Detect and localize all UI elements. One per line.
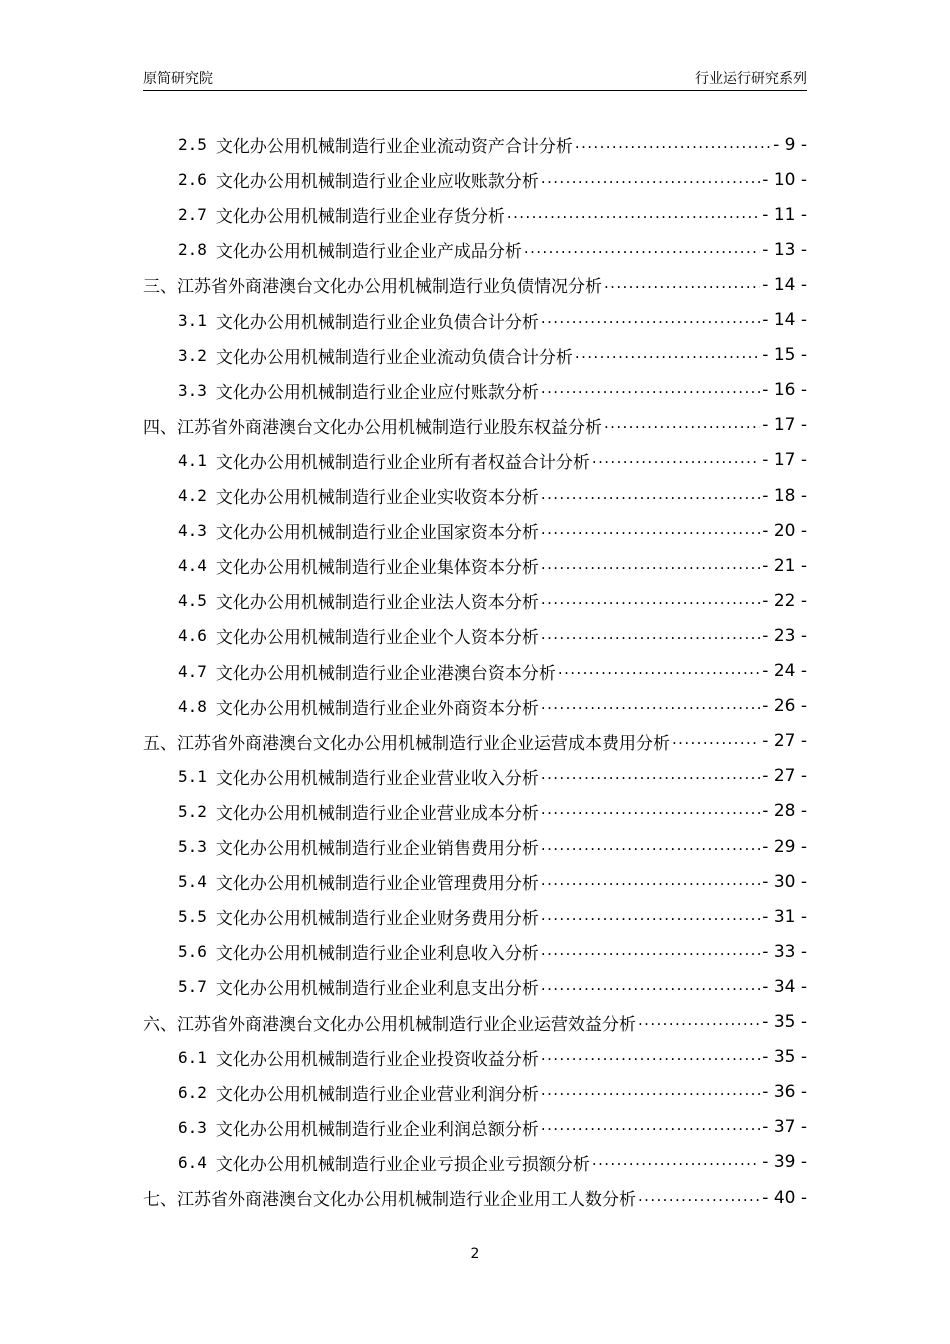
toc-section-entry[interactable] bbox=[178, 548, 807, 583]
toc-entry-number: 3.1 bbox=[178, 310, 207, 330]
toc-chapter-entry[interactable] bbox=[143, 1005, 807, 1040]
toc-entry-number: 5.2 bbox=[178, 801, 207, 821]
toc-entry-title: 文化办公用机械制造行业企业所有者权益合计分析 bbox=[215, 452, 590, 473]
toc-leader-dots bbox=[541, 696, 760, 716]
toc-entry-page: - 37 - bbox=[762, 1117, 807, 1138]
toc-entry-title: 文化办公用机械制造行业企业利息收入分析 bbox=[215, 944, 539, 965]
toc-entry-page: - 36 - bbox=[762, 1082, 807, 1103]
toc-chapter-entry[interactable] bbox=[143, 267, 807, 302]
toc-section-entry[interactable] bbox=[178, 338, 807, 373]
toc-entry-number: 4.5 bbox=[178, 591, 207, 611]
toc-entry-title: 文化办公用机械制造行业企业应付账款分析 bbox=[215, 382, 539, 403]
header-org-name: 原简研究院 bbox=[143, 71, 213, 87]
toc-entry-page: - 17 - bbox=[762, 450, 807, 471]
toc-entry-page: - 39 - bbox=[762, 1152, 807, 1173]
toc-entry-number: 2.7 bbox=[178, 205, 207, 225]
toc-section-entry[interactable] bbox=[178, 513, 807, 548]
toc-entry-title: 文化办公用机械制造行业企业个人资本分析 bbox=[215, 628, 539, 649]
toc-entry-number: 5.6 bbox=[178, 942, 207, 962]
toc-entry-title: 文化办公用机械制造行业企业流动资产合计分析 bbox=[215, 137, 573, 157]
toc-entry-page: - 26 - bbox=[762, 696, 807, 717]
toc-entry-number: 4.4 bbox=[178, 556, 207, 576]
toc-section-entry[interactable] bbox=[178, 1075, 807, 1110]
toc-leader-dots bbox=[541, 380, 760, 400]
toc-entry-title: 文化办公用机械制造行业企业集体资本分析 bbox=[215, 558, 539, 579]
toc-entry-title: 文化办公用机械制造行业企业利息支出分析 bbox=[215, 979, 539, 1000]
toc-entry-number: 6.1 bbox=[178, 1047, 207, 1067]
toc-leader-dots bbox=[592, 1152, 760, 1172]
toc-leader-dots bbox=[541, 907, 760, 927]
toc-entry-page: - 27 - bbox=[762, 766, 807, 787]
toc-leader-dots bbox=[541, 837, 760, 857]
toc-entry-number: 5.7 bbox=[178, 977, 207, 997]
toc-entry-page: - 40 - bbox=[762, 1187, 807, 1208]
toc-entry-number: 4.3 bbox=[178, 521, 207, 541]
toc-section-entry[interactable] bbox=[178, 934, 807, 969]
toc-section-entry[interactable] bbox=[178, 583, 807, 618]
toc-section-entry[interactable] bbox=[178, 1145, 807, 1180]
toc-leader-dots bbox=[541, 872, 760, 892]
toc-entry-title: 文化办公用机械制造行业企业销售费用分析 bbox=[215, 839, 539, 859]
toc-entry-title: 七、江苏省外商港澳台文化办公用机械制造行业企业用工人数分析 bbox=[143, 1190, 636, 1210]
toc-entry-number: 3.3 bbox=[178, 380, 207, 400]
toc-leader-dots bbox=[592, 450, 760, 470]
toc-chapter-entry[interactable] bbox=[143, 724, 807, 759]
toc-entry-number: 2.6 bbox=[178, 170, 207, 190]
toc-entry-title: 文化办公用机械制造行业企业亏损企业亏损额分析 bbox=[215, 1154, 590, 1175]
toc-leader-dots bbox=[541, 521, 760, 541]
toc-entry-title: 文化办公用机械制造行业企业外商资本分析 bbox=[215, 698, 539, 719]
toc-leader-dots bbox=[575, 345, 760, 365]
toc-entry-page: - 23 - bbox=[762, 625, 807, 646]
toc-entry-number: 2.8 bbox=[178, 240, 207, 260]
toc-leader-dots bbox=[541, 486, 760, 506]
toc-entry-title: 文化办公用机械制造行业企业法人资本分析 bbox=[215, 593, 539, 614]
toc-chapter-entry[interactable] bbox=[143, 408, 807, 443]
toc-entry-title: 文化办公用机械制造行业企业营业利润分析 bbox=[215, 1084, 539, 1105]
toc-entry-title: 文化办公用机械制造行业企业应收账款分析 bbox=[215, 172, 539, 193]
toc-entry-title: 三、江苏省外商港澳台文化办公用机械制造行业负债情况分析 bbox=[143, 277, 602, 298]
toc-entry-title: 五、江苏省外商港澳台文化办公用机械制造行业企业运营成本费用分析 bbox=[143, 733, 670, 754]
toc-entry-page: - 10 - bbox=[762, 169, 807, 190]
toc-section-entry[interactable] bbox=[178, 618, 807, 653]
toc-leader-dots bbox=[524, 240, 760, 260]
page-number: 2 bbox=[470, 1246, 480, 1262]
page-header bbox=[143, 66, 807, 91]
toc-entry-page: - 24 - bbox=[762, 661, 807, 681]
toc-leader-dots bbox=[672, 731, 760, 751]
toc-leader-dots bbox=[638, 1188, 760, 1208]
toc-entry-title: 文化办公用机械制造行业企业存货分析 bbox=[215, 207, 505, 228]
toc-entry-title: 文化办公用机械制造行业企业实收资本分析 bbox=[215, 488, 539, 508]
toc-entry-page: - 21 - bbox=[762, 555, 807, 576]
toc-entry-title: 文化办公用机械制造行业企业国家资本分析 bbox=[215, 523, 539, 544]
toc-entry-title: 文化办公用机械制造行业企业投资收益分析 bbox=[215, 1049, 539, 1070]
toc-entry-title: 文化办公用机械制造行业企业营业收入分析 bbox=[215, 768, 539, 789]
toc-section-entry[interactable] bbox=[178, 232, 807, 267]
toc-entry-page: - 20 - bbox=[762, 520, 807, 541]
toc-leader-dots bbox=[507, 205, 760, 225]
toc-entry-page: - 22 - bbox=[762, 590, 807, 611]
toc-entry-title: 文化办公用机械制造行业企业港澳台资本分析 bbox=[215, 663, 556, 684]
toc-leader-dots bbox=[541, 310, 760, 330]
toc-entry-page: - 33 - bbox=[762, 941, 807, 962]
toc-entry-page: - 11 - bbox=[762, 204, 807, 225]
toc-entry-page: - 17 - bbox=[762, 415, 807, 436]
toc-entry-page: - 14 - bbox=[762, 274, 807, 295]
toc-entry-number: 5.3 bbox=[178, 837, 207, 856]
toc-entry-page: - 27 - bbox=[762, 731, 807, 752]
toc-entry-title: 文化办公用机械制造行业企业产成品分析 bbox=[215, 242, 522, 263]
toc-leader-dots bbox=[575, 135, 771, 155]
toc-section-entry[interactable] bbox=[178, 794, 807, 829]
header-series-name: 行业运行研究系列 bbox=[695, 71, 807, 87]
toc-leader-dots bbox=[541, 801, 760, 821]
toc-entry-title: 文化办公用机械制造行业企业流动负债合计分析 bbox=[215, 347, 573, 368]
toc-section-entry[interactable] bbox=[178, 759, 807, 794]
toc-section-entry[interactable] bbox=[178, 899, 807, 934]
toc-leader-dots bbox=[638, 1012, 760, 1032]
toc-entry-number: 6.2 bbox=[178, 1082, 207, 1102]
toc-section-entry[interactable] bbox=[178, 303, 807, 338]
toc-entry-title: 文化办公用机械制造行业企业负债合计分析 bbox=[215, 312, 539, 333]
toc-leader-dots bbox=[558, 661, 760, 681]
toc-entry-title: 文化办公用机械制造行业企业财务费用分析 bbox=[215, 909, 539, 930]
toc-entry-page: - 9 - bbox=[773, 134, 807, 155]
toc-entry-title: 四、江苏省外商港澳台文化办公用机械制造行业股东权益分析 bbox=[143, 417, 602, 438]
toc-entry-title: 文化办公用机械制造行业企业利润总额分析 bbox=[215, 1119, 539, 1140]
toc-entry-page: - 16 - bbox=[762, 380, 807, 401]
toc-entry-page: - 35 - bbox=[762, 1047, 807, 1068]
toc-entry-number: 5.5 bbox=[178, 907, 207, 927]
toc-section-entry[interactable] bbox=[178, 162, 807, 197]
toc-entry-page: - 31 - bbox=[762, 906, 807, 927]
toc-entry-number: 6.3 bbox=[178, 1117, 207, 1137]
toc-entry-number: 5.4 bbox=[178, 872, 207, 892]
toc-entry-page: - 14 - bbox=[762, 310, 807, 330]
toc-leader-dots bbox=[541, 170, 760, 190]
toc-leader-dots bbox=[541, 626, 760, 646]
toc-entry-number: 6.4 bbox=[178, 1152, 207, 1172]
toc-leader-dots bbox=[541, 942, 760, 962]
toc-leader-dots bbox=[541, 1047, 760, 1067]
toc-entry-page: - 28 - bbox=[762, 801, 807, 822]
toc-entry-number: 4.7 bbox=[178, 661, 207, 681]
toc-section-entry[interactable] bbox=[178, 478, 807, 513]
toc-leader-dots bbox=[541, 1117, 760, 1137]
toc-entry-title: 六、江苏省外商港澳台文化办公用机械制造行业企业运营效益分析 bbox=[143, 1014, 636, 1035]
toc-entry-page: - 15 - bbox=[762, 345, 807, 366]
toc-entry-page: - 18 - bbox=[762, 485, 807, 506]
toc-entry-number: 4.6 bbox=[178, 626, 207, 646]
toc-entry-number: 3.2 bbox=[178, 345, 207, 365]
toc-leader-dots bbox=[604, 275, 760, 295]
toc-entry-page: - 34 - bbox=[762, 976, 807, 997]
toc-entry-number: 5.1 bbox=[178, 766, 207, 786]
toc-section-entry[interactable] bbox=[178, 654, 807, 689]
toc-section-entry[interactable] bbox=[178, 197, 807, 232]
toc-chapter-entry[interactable] bbox=[143, 1180, 807, 1215]
toc-entry-number: 4.2 bbox=[178, 486, 207, 505]
toc-entry-title: 文化办公用机械制造行业企业管理费用分析 bbox=[215, 874, 539, 895]
toc-section-entry[interactable] bbox=[178, 864, 807, 899]
toc-entry-title: 文化办公用机械制造行业企业营业成本分析 bbox=[215, 803, 539, 824]
toc-entry-number: 2.5 bbox=[178, 135, 207, 154]
toc-section-entry[interactable] bbox=[178, 1110, 807, 1145]
toc-entry-page: - 29 - bbox=[762, 836, 807, 857]
toc-entry-page: - 30 - bbox=[762, 871, 807, 892]
toc-leader-dots bbox=[541, 766, 760, 786]
toc-section-entry[interactable] bbox=[178, 373, 807, 408]
toc-leader-dots bbox=[604, 415, 760, 435]
toc-section-entry[interactable] bbox=[178, 829, 807, 864]
toc-section-entry[interactable] bbox=[178, 443, 807, 478]
toc-section-entry[interactable] bbox=[178, 969, 807, 1004]
toc-leader-dots bbox=[541, 591, 760, 611]
toc-entry-page: - 13 - bbox=[762, 239, 807, 260]
toc-entry-number: 4.8 bbox=[178, 696, 207, 716]
toc-section-entry[interactable] bbox=[178, 127, 807, 162]
toc-section-entry[interactable] bbox=[178, 689, 807, 724]
toc-leader-dots bbox=[541, 556, 760, 576]
toc-section-entry[interactable] bbox=[178, 1040, 807, 1075]
toc-leader-dots bbox=[541, 1082, 760, 1102]
toc-entry-number: 4.1 bbox=[178, 450, 207, 470]
toc-entry-page: - 35 - bbox=[762, 1012, 807, 1032]
toc-leader-dots bbox=[541, 977, 760, 997]
